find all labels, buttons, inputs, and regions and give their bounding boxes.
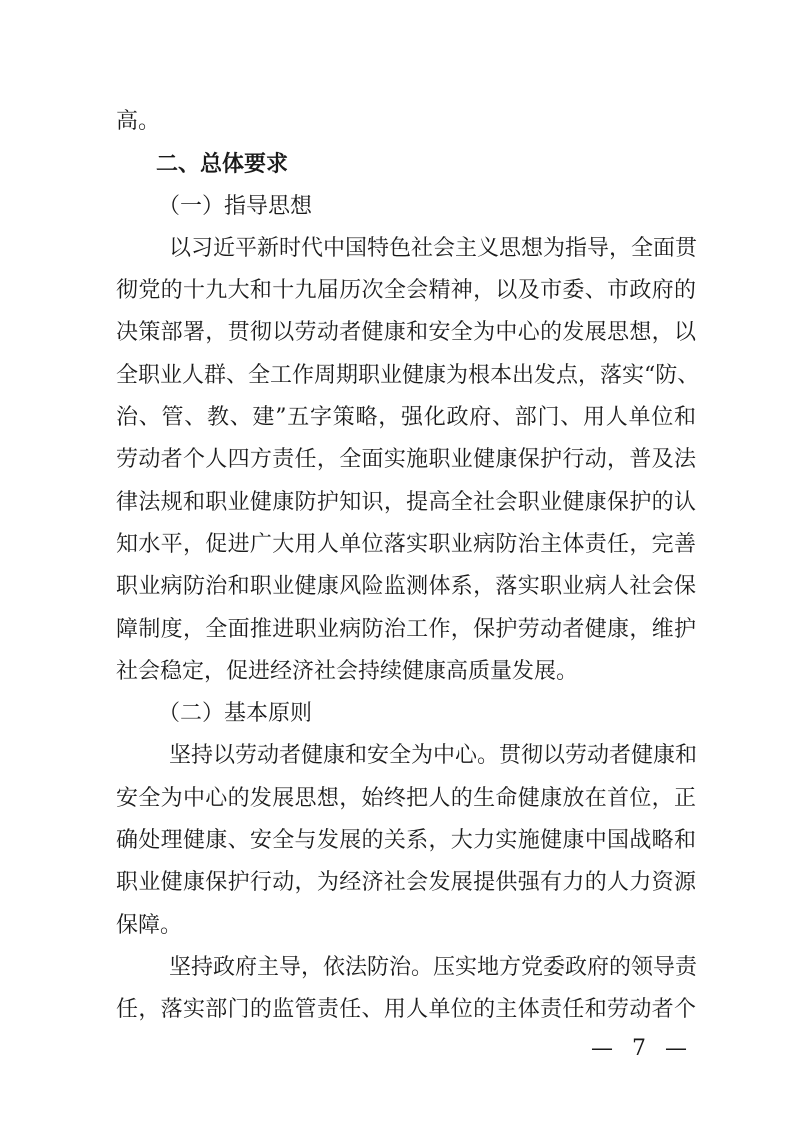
paragraph-last-line: 高。 [116,109,161,134]
paragraph-last-line: 保障。 [116,912,183,938]
page-number: — 7 — [591,1036,693,1061]
paragraph-first-line: 坚持以劳动者健康和安全为中心。贯彻以劳动者健康和 [169,743,698,769]
paragraph-line: 知水平，促进广大用人单位落实职业病防治主体责任，完善 [116,531,696,557]
document-body [116,101,700,1032]
subsection-heading: （二）基本原则 [158,701,313,727]
paragraph-line: 治、管、教、建”五字策略，强化政府、部门、用人单位和 [116,405,696,431]
paragraph-line: 律法规和职业健康防护知识，提高全社会职业健康保护的认 [116,489,696,515]
section-heading: 二、总体要求 [156,151,289,178]
paragraph-line: 障制度，全面推进职业病防治工作，保护劳动者健康，维护 [116,616,696,642]
paragraph-line: 安全为中心的发展思想，始终把人的生命健康放在首位，正 [116,785,696,811]
paragraph-line: 彻党的十九大和十九届历次全会精神，以及市委、市政府的 [116,278,696,304]
paragraph-line: 全职业人群、全工作周期职业健康为根本出发点，落实“防、 [116,362,700,388]
paragraph-line: 劳动者个人四方责任，全面实施职业健康保护行动，普及法 [116,447,696,473]
paragraph-line: 确处理健康、安全与发展的关系，大力实施健康中国战略和 [116,828,696,854]
paragraph-last-line: 社会稳定，促进经济社会持续健康高质量发展。 [116,658,579,684]
paragraph-line: 任，落实部门的监管责任、用人单位的主体责任和劳动者个 [116,997,696,1023]
paragraph-first-line: 以习近平新时代中国特色社会主义思想为指导，全面贯 [169,235,698,261]
subsection-heading: （一）指导思想 [158,193,313,219]
paragraph-line: 决策部署，贯彻以劳动者健康和安全为中心的发展思想，以 [116,320,696,346]
paragraph-line: 职业病防治和职业健康风险监测体系，落实职业病人社会保 [116,574,696,600]
paragraph-line: 职业健康保护行动，为经济社会发展提供强有力的人力资源 [116,870,696,896]
paragraph-first-line: 坚持政府主导，依法防治。压实地方党委政府的领导责 [169,954,698,980]
